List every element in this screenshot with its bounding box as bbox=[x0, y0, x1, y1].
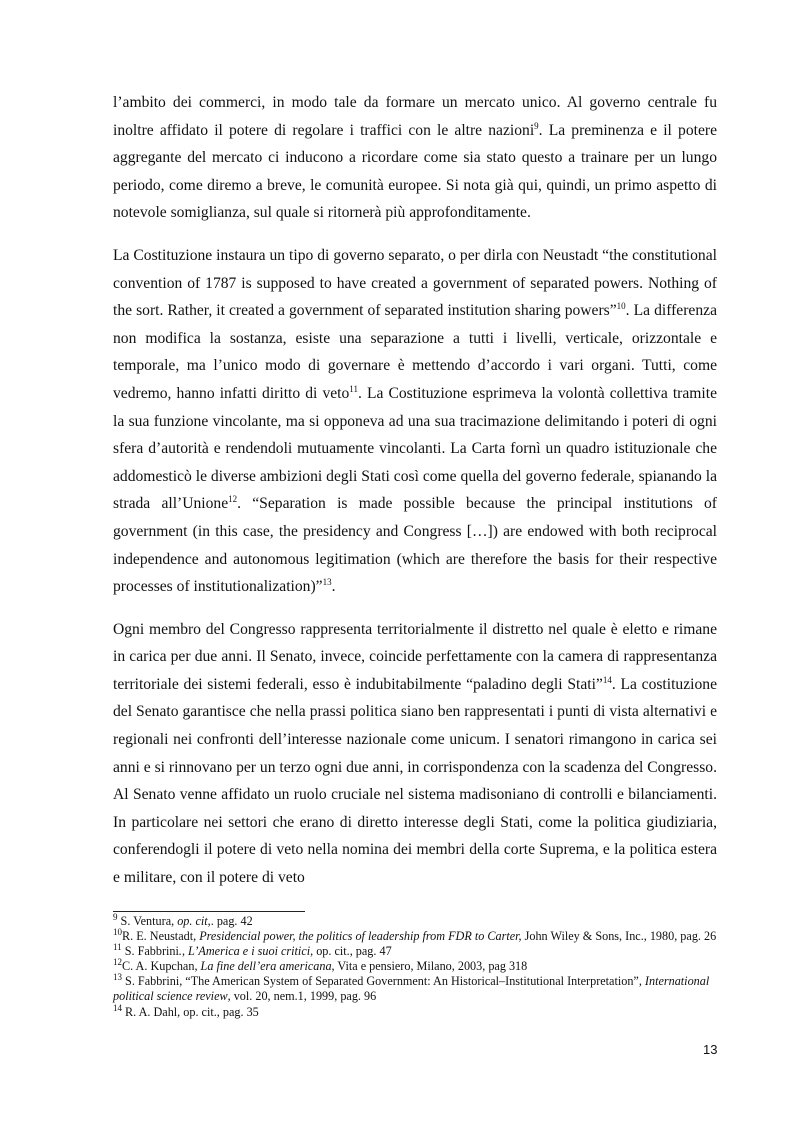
footnote-14: $^{14}$ R. A. Dahl, op. cit., pag. 35 bbox=[113, 1002, 259, 1019]
footnote-ref: 12 bbox=[228, 494, 238, 505]
footnote-separator bbox=[113, 911, 305, 912]
footnote-10: $^{10}$R. E. Neustadt, Presidencial power, the politics of leadership from FDR to Carter, John Wiley & Sons, Inc., 1980, pag. 26 bbox=[113, 927, 717, 944]
footnote-ref: 9 bbox=[534, 120, 539, 131]
paragraph-3: Ogni membro del Congresso rappresenta territorialmente il distretto nel quale è eletto e rimane in carica per due anni. Il Senato, invece, coincide perfettamente con la camera di rappresentanza territoriale dei sistemi federali, esso è indubitabilmente “paladino degli Stati”$^{14}$. La costituzione del Senato garantisce che nella prassi politica siano ben rappresentati i punti di vista alternativi e regionali nei confronti dell’interesse nazionale come unicum. I senatori rimangono in carica sei anni e si rinnovano per un terzo ogni due anni, in corrispondenza con la scadenza del Congresso. Al Senato venne affidato un ruolo cruciale nel sistema madisoniano di controlli e bilanciamenti. In particolare nei settori che erano di diretto interesse degli Stati, come la politica giudiziaria, conferendogli il potere di veto nella nomina dei membri della corte Suprema, e la politica estera e militare, con il potere di veto bbox=[113, 620, 717, 887]
main-text bbox=[113, 89, 717, 892]
footnote-ref: 13 bbox=[322, 576, 332, 587]
footnote-12: $^{12}$C. A. Kupchan, La fine dell’era americana, Vita e pensiero, Milano, 2003, pag 318 bbox=[113, 957, 528, 974]
footnote-11: $^{11}$ S. Fabbrini., L’America e i suoi critici, op. cit., pag. 47 bbox=[113, 942, 392, 959]
footnote-ref: 10 bbox=[616, 300, 626, 311]
footnote-ref: 11 bbox=[349, 383, 358, 394]
footnote-ref: 14 bbox=[602, 674, 612, 685]
paragraph-1: l’ambito dei commerci, in modo tale da formare un mercato unico. Al governo centrale fu inoltre affidato il potere di regolare i traffici con le altre nazioni$^9$. La preminenza e il potere aggregante del mercato ci inducono a ricordare come sia stato questo a trainare per un lungo periodo, come diremo a breve, le comunità europee. Si nota già qui, quindi, un primo aspetto di notevole somiglianza, sul quale si ritornerà più approfonditamente. bbox=[113, 94, 717, 222]
paragraph-2: La Costituzione instaura un tipo di governo separato, o per dirla con Neustadt “the constitutional convention of 1787 is supposed to have created a government of separated powers. Nothing of the sort. Rather, it created a government of separated institution sharing powers”$^{10}$. La differenza non modifica la sostanza, esiste una separazione a tutti i livelli, verticale, orizzontale e temporale, ma l’unico modo di governare è mettendo d’accordo i vari organi. Tutti, come vedremo, hanno infatti diritto di veto$^{11}$. La Costituzione esprimeva la volontà collettiva tramite la sua funzione vincolante, ma si opponeva ad una sua tracimazione delimitando i poteri di ogni sfera d’autorità e rendendoli mutuamente vincolanti. La Carta fornì un quadro istituzionale che addomesticò le diverse ambizioni degli Stati così come quella del governo federale, spianando la strada all’Unione$^{12}$. “Separation is made possible because the principal institutions of government (in this case, the presidency and Congress […]) are endowed with both reciprocal independence and autonomous legitimation (which are therefore the basis for their respective processes of institutionalization)”$^{13}$. bbox=[113, 246, 717, 596]
footnote-13: $^{13}$ S. Fabbrini, “The American System of Separated Government: An Historical–Institutional Interpretation”, International political science review, vol. 20, nem.1, 1999, pag. 96 bbox=[113, 972, 710, 1004]
page-number: 13 bbox=[703, 1042, 718, 1057]
footnotes bbox=[113, 911, 717, 1020]
footnote-9: $^9$ S. Ventura, op. cit,. pag. 42 bbox=[113, 911, 253, 928]
